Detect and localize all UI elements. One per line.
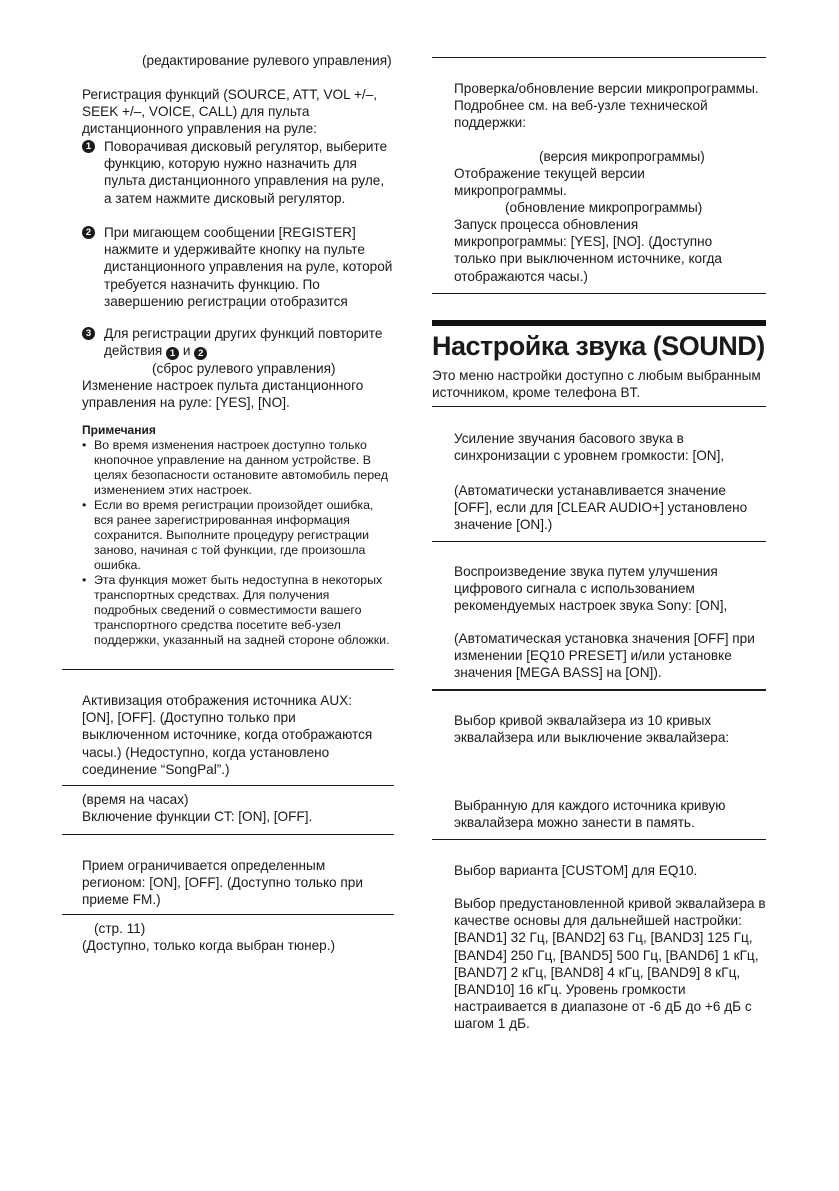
- fw-version-desc: Отображение текущей версии микропрограммы.: [454, 166, 645, 199]
- clear-audio-desc: Воспроизведение звука путем улучшения цифрового сигнала с использованием рекомендуемых настроек звука Sony: [ON],: [454, 564, 728, 614]
- step-1: [82, 138, 394, 207]
- note-3: [82, 573, 394, 648]
- eq-custom-desc: Выбор варианта [CUSTOM] для EQ10.: [454, 863, 698, 878]
- eq-memory-desc: Выбранную для каждого источника кривую эквалайзера можно занести в память.: [454, 798, 726, 831]
- page-ref: (стр. 11): [94, 921, 146, 936]
- steering-edit-label: (редактирование рулевого управления): [142, 53, 392, 68]
- step-number-3: 3: [82, 327, 95, 340]
- divider: [62, 834, 394, 835]
- aux-desc: Активизация отображения источника AUX: [ON], [OFF]. (Доступно только при выключенном источнике, когда отображаются часы.) (Недоступно, когда установлено соединение “SongPal”.): [82, 693, 373, 777]
- bullet-icon: •: [82, 573, 87, 587]
- fw-update-label: (обновление микропрограммы): [505, 200, 703, 215]
- step-ref-2: 2: [194, 347, 207, 360]
- fw-update-desc: Запуск процесса обновления микропрограммы: [YES], [NO]. (Доступно только при выключенном источнике, когда отображаются часы.): [454, 217, 722, 284]
- region-desc: Прием ограничивается определенным регионом: [ON], [OFF]. (Доступно только при приеме FM.): [82, 858, 363, 908]
- step-3: [82, 325, 394, 360]
- divider: [62, 669, 394, 670]
- divider: [432, 689, 766, 691]
- note-1: [82, 438, 394, 498]
- divider: [432, 293, 766, 294]
- notes-title: Примечания: [82, 423, 156, 437]
- fw-desc: Проверка/обновление версии микропрограммы. Подробнее см. на веб-узле технической поддержки:: [454, 81, 759, 131]
- bullet-icon: •: [82, 438, 87, 452]
- step-ref-1: 1: [166, 347, 179, 360]
- step-2-text: При мигающем сообщении [REGISTER] нажмите и удерживайте кнопку на пульте дистанционного управления на руле, которой требуется назначить функцию. По завершению регистрации отобразится: [104, 225, 393, 309]
- eq-base-desc: Выбор предустановленной кривой эквалайзера в качестве основы для дальнейшей настройки: [BAND1] 32 Гц, [BAND2] 63 Гц, [BAND3] 125 Гц, [BAND4] 250 Гц, [BAND5] 500 Гц, [BAND6] 1 кГц, [BAND7] 2 кГц, [BAND8] 4 кГц, [BAND9] 8 кГц, [BAND10] 16 кГц. Уровень громкости настраивается в диапазоне от -6 дБ до +6 дБ с шагом 1 дБ.: [454, 896, 766, 1032]
- note-2-text: Если во время регистрации произойдет ошибка, вся ранее зарегистрированная информация сохранится. Выполните процедуру регистрации заново, начиная с той функции, где произошла ошибка.: [94, 498, 374, 573]
- section-heading-bar: [432, 320, 766, 326]
- bass-desc: Усиление звучания басового звука в синхронизации с уровнем громкости: [ON],: [454, 431, 725, 464]
- divider: [432, 839, 766, 840]
- step-3-and: и: [182, 343, 191, 359]
- steering-edit-desc: Регистрация функций (SOURCE, ATT, VOL +/–, SEEK +/–, VOICE, CALL) для пульта дистанционного управления на руле:: [82, 87, 377, 137]
- step-number-1: 1: [82, 140, 95, 153]
- step-1-text: Поворачивая дисковый регулятор, выберите функцию, которую нужно назначить для пульта дистанционного управления на руле, а затем нажмите дисковый регулятор.: [104, 139, 388, 206]
- tuner-only-note: (Доступно, только когда выбран тюнер.): [82, 938, 335, 953]
- ct-desc: Включение функции CT: [ON], [OFF].: [82, 809, 313, 824]
- steering-reset-desc: Изменение настроек пульта дистанционного управления на руле: [YES], [NO].: [82, 378, 364, 411]
- step-number-2: 2: [82, 226, 95, 239]
- clear-audio-note: (Автоматическая установка значения [OFF] при изменении [EQ10 PRESET] и/или установке значения [MEGA BASS] на [ON]).: [454, 631, 755, 681]
- divider: [432, 57, 766, 58]
- step-2: [82, 224, 394, 310]
- divider: [62, 785, 394, 786]
- note-2: [82, 498, 394, 573]
- sound-intro: Это меню настройки доступно с любым выбранным источником, кроме телефона BT.: [432, 368, 761, 401]
- bullet-icon: •: [82, 498, 87, 512]
- divider: [432, 541, 766, 542]
- note-1-text: Во время изменения настроек доступно только кнопочное управление на данном устройстве. В целях безопасности остановите автомобиль перед изменением этих настроек.: [94, 438, 388, 498]
- bass-note: (Автоматически устанавливается значение [OFF], если для [CLEAR AUDIO+] установлено значение [ON].): [454, 483, 748, 533]
- fw-version-label: (версия микропрограммы): [539, 149, 705, 164]
- eq-preset-desc: Выбор кривой эквалайзера из 10 кривых эквалайзера или выключение эквалайзера:: [454, 713, 730, 746]
- steering-reset-label: (сброс рулевого управления): [152, 361, 336, 376]
- divider: [432, 406, 766, 407]
- ct-label: (время на часах): [82, 792, 189, 807]
- step-3-text: Для регистрации других функций повторите действия: [104, 326, 383, 359]
- divider: [62, 914, 394, 915]
- sound-heading: Настройка звука (SOUND): [432, 331, 765, 361]
- note-3-text: Эта функция может быть недоступна в некоторых транспортных средствах. Для получения подробных сведений о совместимости вашего транспортного средства посетите веб-узел поддержки, указанный на задней стороне обложки.: [94, 573, 390, 648]
